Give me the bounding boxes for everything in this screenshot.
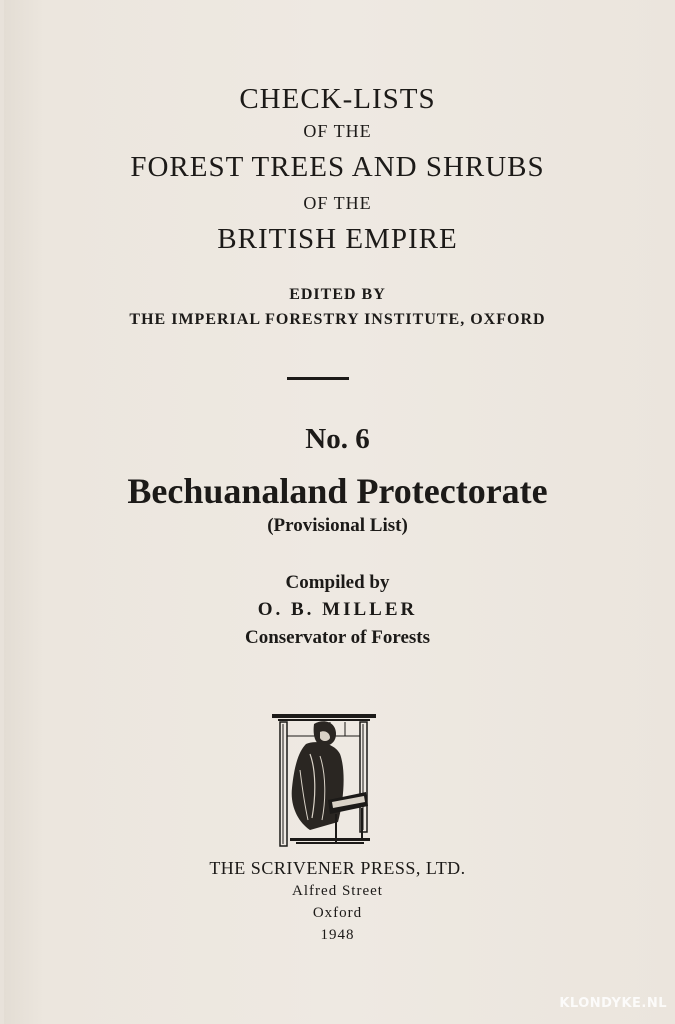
publisher-city: Oxford (312, 905, 363, 921)
title-line-british-empire: BRITISH EMPIRE (217, 223, 458, 255)
scrivener-press-logo-icon (270, 710, 378, 850)
publisher-name: THE SCRIVENER PRESS, LTD. (209, 858, 466, 878)
title-line-of-the-2: OF THE (303, 193, 372, 213)
watermark: KLONDYKE.NL (559, 996, 667, 1011)
edited-by: EDITED BY (289, 286, 386, 303)
author-name: O. B. MILLER (257, 599, 418, 620)
divider-rule (287, 377, 349, 380)
title-line-forest-trees: FOREST TREES AND SHRUBS (130, 151, 545, 183)
author-title: Conservator of Forests (244, 627, 431, 648)
series-number: No. 6 (305, 423, 370, 455)
publication-year: 1948 (320, 927, 355, 943)
region-title: Bechuanaland Protectorate (127, 471, 548, 511)
institute-name: THE IMPERIAL FORESTRY INSTITUTE, OXFORD (129, 311, 546, 328)
publisher-street: Alfred Street (292, 883, 383, 899)
title-line-checklists: CHECK-LISTS (239, 83, 436, 115)
list-type: (Provisional List) (267, 515, 408, 536)
title-line-of-the: OF THE (303, 121, 372, 141)
compiled-by: Compiled by (285, 572, 390, 593)
